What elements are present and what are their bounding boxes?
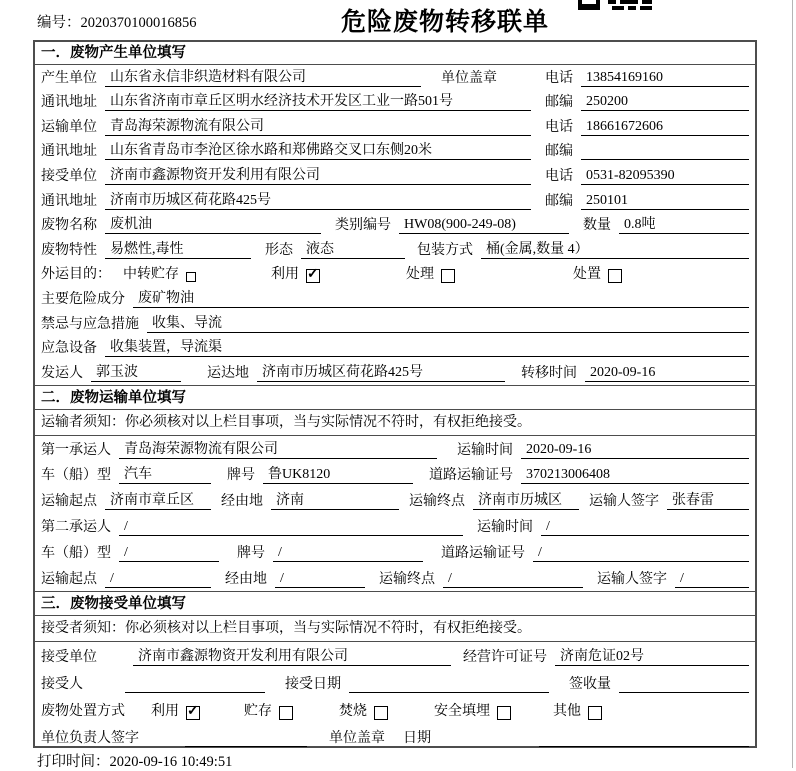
phone-label: 电话 (545, 119, 573, 135)
transporter-zip-value (581, 143, 749, 160)
receiver-notice-label: 接受者须知： (41, 620, 125, 636)
transporter-sign-value: 张春雷 (667, 489, 749, 510)
vehicle-type-value: 汽车 (119, 463, 211, 484)
address-label: 通讯地址 (41, 144, 97, 160)
transporter-notice-row (35, 410, 755, 436)
receiver-zip-value: 250101 (581, 193, 749, 210)
disposal-landfill-label: 安全填埋 (434, 703, 490, 719)
receiver-label: 接受单位 (41, 168, 97, 184)
quantity-label: 数量 (583, 218, 611, 234)
packing-label: 包装方式 (417, 242, 473, 258)
producer-name-value: 山东省永信非织造材料有限公司 (105, 66, 421, 87)
transporter-name-value: 青岛海荣源物流有限公司 (105, 115, 531, 136)
date-value (539, 730, 749, 747)
print-time-value: 2020-09-16 10:49:51 (109, 754, 233, 770)
hazard-components-value: 废矿物油 (133, 287, 749, 308)
disposal-use-label: 利用 (151, 703, 179, 719)
transfer-manifest-form (33, 40, 757, 748)
route-start-label: 运输起点 (41, 494, 97, 510)
phone-label: 电话 (545, 168, 573, 184)
disposal-landfill-checkbox (497, 706, 511, 720)
plate2-value: / (273, 545, 423, 562)
producer-row (35, 65, 755, 90)
purpose-dispose-label: 处置 (573, 267, 601, 283)
waste-name-row (35, 213, 755, 238)
transporter-sign-label: 运输人签字 (597, 571, 667, 587)
section3-header: 三．废物接受单位填写 (35, 591, 755, 616)
disposal-method-row (35, 696, 755, 723)
road-permit-value: 370213006408 (521, 467, 749, 484)
category-code-label: 类别编号 (335, 218, 391, 234)
form-state-value: 液态 (301, 238, 405, 259)
transporter-address-value: 山东省青岛市李沧区徐水路和郑佛路交叉口东侧20米 (105, 139, 531, 160)
plate-label: 牌号 (237, 545, 265, 561)
date-label: 日期 (403, 730, 431, 746)
receiver-row (35, 163, 755, 188)
zip-label: 邮编 (545, 95, 573, 111)
address-label: 通讯地址 (41, 95, 97, 111)
route-via-value: 济南 (271, 489, 399, 510)
taboo-measures-value: 收集、导流 (147, 312, 749, 333)
section1-header: 一．废物产生单位填写 (35, 42, 755, 65)
transporter-sign2-value: / (675, 571, 749, 588)
purpose-storage-checkbox (186, 272, 196, 282)
accepting-unit-label: 接受单位 (41, 649, 97, 665)
packing-value: 桶(金属,数量 4） (481, 238, 749, 259)
address-label: 通讯地址 (41, 193, 97, 209)
waste-character-value: 易燃性,毒性 (105, 238, 251, 259)
transfer-purpose-label: 外运目的： (41, 267, 111, 283)
transfer-purpose-row (35, 262, 755, 287)
unit-seal-label: 单位盖章 (329, 730, 385, 746)
print-time-label: 打印时间： (37, 754, 110, 770)
transporter-label: 运输单位 (41, 119, 97, 135)
disposal-method-label: 废物处置方式 (41, 703, 125, 719)
acceptor-row (35, 669, 755, 696)
hazard-components-label: 主要危险成分 (41, 291, 125, 307)
vehicle2-row (35, 539, 755, 565)
transport-time-value: 2020-09-16 (521, 442, 749, 459)
waste-character-row (35, 237, 755, 262)
consignor-name-value: 郭玉波 (91, 361, 181, 382)
transporter-notice-label: 运输者须知： (41, 414, 125, 430)
vehicle1-row (35, 462, 755, 488)
document-number-value: 2020370100016856 (80, 15, 197, 31)
first-carrier-row (35, 436, 755, 462)
receiver-notice-row (35, 616, 755, 642)
emergency-equipment-row (35, 336, 755, 361)
consignor-label: 发运人 (41, 365, 83, 381)
page-edge-line (792, 0, 793, 768)
zip-label: 邮编 (545, 144, 573, 160)
route-start2-value: / (105, 571, 211, 588)
acceptor-label: 接受人 (41, 676, 83, 692)
route-end2-value: / (443, 571, 583, 588)
page-title: 危险废物转移联单 (340, 9, 549, 36)
transporter-phone-value: 18661672606 (581, 119, 749, 136)
road-permit2-value: / (533, 545, 749, 562)
responsible-sign-row (35, 723, 755, 750)
accept-date-value (349, 676, 549, 693)
responsible-sign-label: 单位负责人签字 (41, 730, 139, 746)
disposal-incinerate-checkbox (374, 706, 388, 720)
purpose-dispose-checkbox (608, 269, 622, 283)
license-label: 经营许可证号 (463, 649, 547, 665)
transfer-time-value: 2020-09-16 (585, 365, 749, 382)
second-carrier-value: / (119, 519, 463, 536)
route-via2-value: / (275, 571, 365, 588)
route-end-label: 运输终点 (379, 571, 435, 587)
producer-phone-value: 13854169160 (581, 70, 749, 87)
destination-label: 运达地 (207, 365, 249, 381)
plate-label: 牌号 (227, 468, 255, 484)
emergency-equipment-value: 收集装置，导流渠 (105, 336, 749, 357)
transporter-sign-label: 运输人签字 (589, 494, 659, 510)
consignor-row (35, 360, 755, 385)
producer-label: 产生单位 (41, 70, 97, 86)
waste-name-value: 废机油 (105, 213, 321, 234)
qr-code-fragment-icon (578, 0, 652, 10)
route-via-label: 经由地 (225, 571, 267, 587)
waste-name-label: 废物名称 (41, 218, 97, 234)
transport-time-label: 运输时间 (457, 442, 513, 458)
document-number-label: 编号： (37, 15, 81, 31)
disposal-other-checkbox (588, 706, 602, 720)
producer-address-value: 山东省济南市章丘区明水经济技术开发区工业一路501号 (105, 90, 531, 111)
disposal-incinerate-label: 焚烧 (339, 703, 367, 719)
route-end-label: 运输终点 (409, 494, 465, 510)
received-qty-value (619, 676, 749, 693)
purpose-use-label: 利用 (271, 267, 299, 283)
transfer-time-label: 转移时间 (521, 365, 577, 381)
purpose-use-checkbox (306, 269, 320, 283)
unit-seal-label: 单位盖章 (441, 70, 497, 86)
route1-row (35, 487, 755, 513)
road-permit-label: 道路运输证号 (429, 468, 513, 484)
section2-header: 二．废物运输单位填写 (35, 385, 755, 410)
route-end-value: 济南市历城区 (473, 489, 579, 510)
zip-label: 邮编 (545, 193, 573, 209)
category-code-value: HW08(900-249-08) (399, 217, 569, 234)
purpose-storage-label: 中转贮存 (123, 267, 179, 283)
quantity-value: 0.8吨 (619, 213, 749, 234)
disposal-other-label: 其他 (553, 703, 581, 719)
received-qty-label: 签收量 (569, 676, 611, 692)
accepting-unit-value: 济南市鑫源物资开发利用有限公司 (133, 645, 451, 666)
plate-value: 鲁UK8120 (263, 463, 413, 484)
receiver-notice-text: 你必须核对以上栏目事项，当与实际情况不符时，有权拒绝接受。 (125, 620, 531, 636)
accepting-unit-row (35, 642, 755, 669)
responsible-sign-value (185, 730, 307, 747)
form-state-label: 形态 (265, 242, 293, 258)
acceptor-name-value (125, 676, 265, 693)
purpose-treat-label: 处理 (406, 267, 434, 283)
first-carrier-value: 青岛海荣源物流有限公司 (119, 438, 437, 459)
second-carrier-label: 第二承运人 (41, 519, 111, 535)
transporter-address-row (35, 139, 755, 164)
accept-date-label: 接受日期 (285, 676, 341, 692)
producer-zip-value: 250200 (581, 94, 749, 111)
second-carrier-row (35, 513, 755, 539)
page-header (0, 0, 796, 40)
transport-time2-value: / (541, 519, 749, 536)
route2-row (35, 565, 755, 591)
license-value: 济南危证02号 (555, 645, 749, 666)
vehicle-type2-value: / (119, 545, 219, 562)
receiver-address-row (35, 188, 755, 213)
purpose-treat-checkbox (441, 269, 455, 283)
disposal-storage-label: 贮存 (244, 703, 272, 719)
vehicle-type-label: 车（船）型 (41, 468, 111, 484)
taboo-measures-row (35, 311, 755, 336)
destination-value: 济南市历城区荷花路425号 (257, 361, 505, 382)
disposal-use-checkbox (186, 706, 200, 720)
receiver-name-value: 济南市鑫源物资开发利用有限公司 (105, 164, 531, 185)
transport-time-label: 运输时间 (477, 519, 533, 535)
vehicle-type-label: 车（船）型 (41, 545, 111, 561)
receiver-address-value: 济南市历城区荷花路425号 (105, 189, 531, 210)
route-start-label: 运输起点 (41, 571, 97, 587)
phone-label: 电话 (545, 70, 573, 86)
route-via-label: 经由地 (221, 494, 263, 510)
transporter-row (35, 114, 755, 139)
road-permit-label: 道路运输证号 (441, 545, 525, 561)
transporter-notice-text: 你必须核对以上栏目事项，当与实际情况不符时，有权拒绝接受。 (125, 414, 531, 430)
first-carrier-label: 第一承运人 (41, 442, 111, 458)
emergency-equipment-label: 应急设备 (41, 341, 97, 357)
hazard-components-row (35, 286, 755, 311)
producer-address-row (35, 90, 755, 115)
taboo-measures-label: 禁忌与应急措施 (41, 316, 139, 332)
receiver-phone-value: 0531-82095390 (581, 168, 749, 185)
disposal-storage-checkbox (279, 706, 293, 720)
waste-character-label: 废物特性 (41, 242, 97, 258)
route-start-value: 济南市章丘区 (105, 489, 211, 510)
